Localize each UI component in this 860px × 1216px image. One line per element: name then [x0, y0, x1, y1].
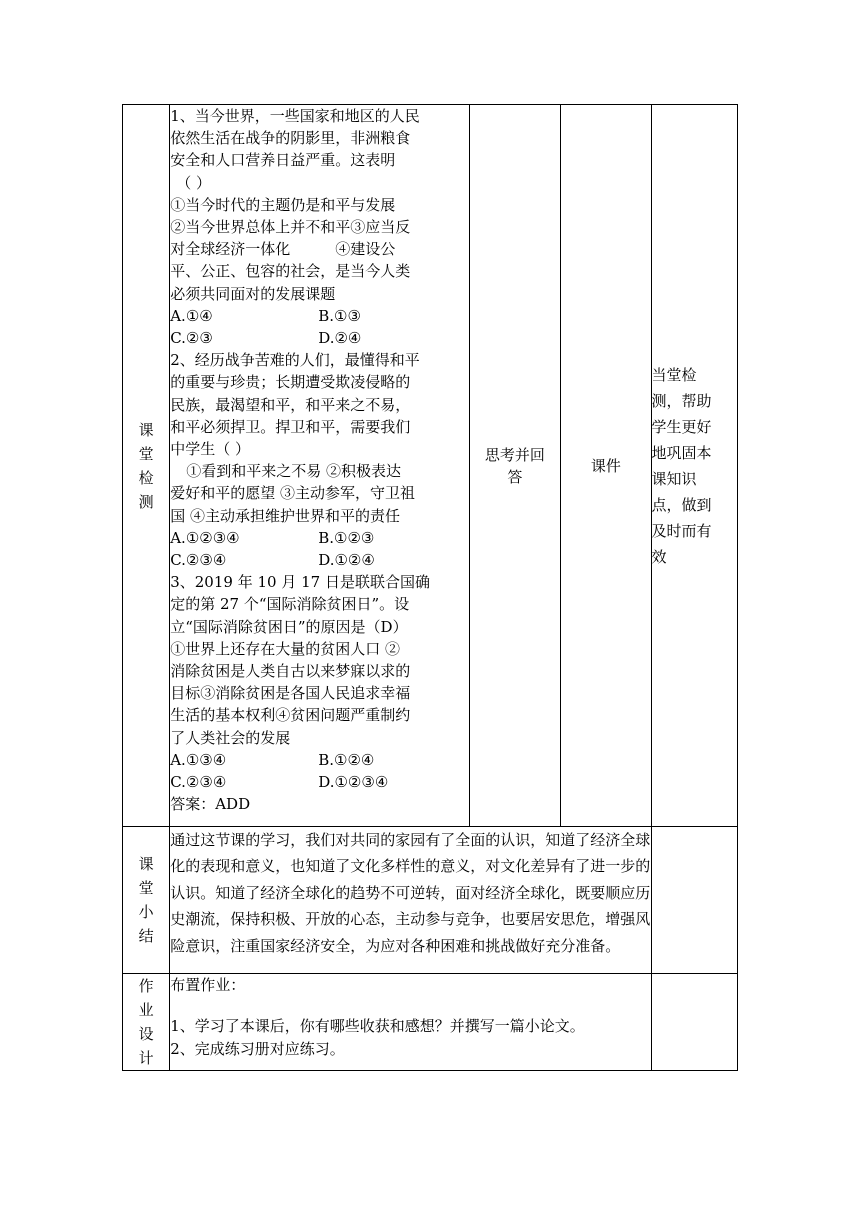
homework-empty-cell — [651, 974, 737, 1071]
text-line: （ ） — [176, 173, 211, 192]
label-char: 计 — [138, 1049, 154, 1067]
label-char: 业 — [138, 1001, 154, 1019]
design-intent-cell — [651, 105, 737, 827]
q3-options-row — [170, 771, 468, 793]
option: B.①②④ — [318, 750, 375, 769]
text-line: ①看到和平来之不易 ②积极表达 — [186, 462, 401, 481]
text-line: 学生更好 — [651, 417, 712, 436]
q2-options-row — [170, 527, 468, 549]
option: A.①②③④ — [170, 528, 240, 547]
text-line: 消除贫困是人类自古以来梦寐以求的 — [170, 662, 411, 681]
text-line: 爱好和平的愿望 ③主动参军，守卫祖 — [170, 484, 415, 503]
option: C.②③④ — [170, 551, 227, 570]
text-line: 课知识 — [651, 469, 697, 488]
label-char: 堂 — [138, 444, 154, 463]
text-line: ①世界上还存在大量的贫困人口 ② — [170, 639, 400, 658]
test-questions-cell — [170, 105, 469, 827]
q2-options-row — [170, 549, 468, 571]
text-line: 了人类社会的发展 — [170, 728, 291, 747]
q1-options-row — [170, 305, 468, 327]
text-line: 生活的基本权利④贫困问题严重制约 — [170, 706, 411, 725]
row-label-classroom-test — [123, 105, 170, 827]
q3-options-row — [170, 749, 468, 771]
text-line: 答 — [507, 467, 523, 486]
text-line: 效 — [651, 547, 667, 566]
q1-options-row — [170, 327, 468, 349]
homework-intro: 布置作业： — [170, 976, 246, 994]
option: B.①③ — [318, 306, 361, 325]
label-char: 作 — [138, 977, 154, 995]
text-line: 安全和人口营养日益严重。这表明 — [170, 151, 396, 170]
label-char: 测 — [138, 492, 154, 511]
text-line: 测，帮助 — [651, 391, 712, 410]
text-line: 1、当今世界，一些国家和地区的人民 — [170, 107, 420, 125]
lesson-plan-table — [122, 104, 738, 1071]
option: C.②③④ — [170, 773, 227, 792]
summary-text-cell — [170, 827, 651, 974]
row-label-homework-design — [123, 974, 170, 1071]
homework-item: 2、完成练习册对应练习。 — [170, 1039, 345, 1058]
option: C.②③ — [170, 329, 213, 348]
row-homework-design — [123, 974, 738, 1071]
text-line: 立“国际消除贫困日”的原因是（D） — [170, 617, 408, 636]
option: D.②④ — [318, 329, 362, 348]
text-line: 平、公正、包容的社会，是当今人类 — [170, 262, 411, 281]
label-char: 检 — [138, 468, 154, 487]
row-label-classroom-summary — [123, 827, 170, 974]
text-line: 思考并回 — [484, 445, 545, 464]
text-line: 课件 — [590, 456, 621, 475]
homework-text-cell — [170, 974, 651, 1071]
label-char: 小 — [138, 903, 154, 921]
label-char: 课 — [138, 855, 154, 873]
text-line: 国 ④主动承担维护世界和平的责任 — [170, 506, 400, 525]
text-line: ②当今世界总体上并不和平③应当反 — [170, 218, 411, 237]
text-line: 2、经历战争苦难的人们，最懂得和平 — [170, 351, 420, 370]
text-line: 3、2019 年 10 月 17 日是联联合国确 — [170, 573, 430, 592]
media-cell — [561, 105, 651, 827]
label-char: 堂 — [138, 879, 154, 897]
option: A.①③④ — [170, 750, 227, 769]
option: A.①④ — [170, 306, 213, 325]
summary-empty-cell — [651, 827, 737, 974]
text-line: 依然生活在战争的阴影里，非洲粮食 — [170, 129, 411, 148]
label-char: 设 — [138, 1025, 154, 1043]
text-line: 中学生（ ） — [170, 440, 250, 459]
text-line: 目标③消除贫困是各国人民追求幸福 — [170, 684, 411, 703]
answer-line: 答案：ADD — [170, 795, 251, 814]
text-line: 的重要与珍贵；长期遭受欺凌侵略的 — [170, 373, 411, 392]
text-line: 和平必须捍卫。捍卫和平，需要我们 — [170, 417, 411, 436]
text-line: 民族，最渴望和平，和平来之不易， — [170, 395, 411, 414]
text-line: 及时而有 — [651, 521, 712, 540]
text-line: 定的第 27 个“国际消除贫困日”。设 — [170, 595, 410, 614]
summary-text: 通过这节课的学习，我们对共同的家园有了全面的认识，知道了经济全球化的表现和意义，也知道了文化多样性的意义，对文化差异有了进一步的认识。知道了经济全球化的趋势不可逆转，面对经济全球化，既要顺应历史潮流，保持积极、开放的心态，主动参与竞争，也要居安思危，增强风险意识，注重国家经济安全，为应对各种困难和挑战做好充分准备。 — [170, 831, 651, 955]
homework-item: 1、学习了本课后，你有哪些收获和感想？并撰写一篇小论文。 — [170, 1017, 585, 1036]
text-line: 必须共同面对的发展课题 — [170, 284, 336, 303]
option: D.①②④ — [318, 551, 375, 570]
row-classroom-summary — [123, 827, 738, 974]
text-line: 对全球经济一体化 ④建设公 — [170, 240, 396, 259]
option: B.①②③ — [318, 528, 375, 547]
text-line: 当堂检 — [651, 365, 697, 384]
text-line: 地巩固本 — [651, 443, 712, 462]
option: D.①②③④ — [318, 773, 389, 792]
text-line: ①当今时代的主题仍是和平与发展 — [170, 195, 396, 214]
student-activity-cell — [469, 105, 560, 827]
text-line: 点，做到 — [651, 495, 712, 514]
label-char: 结 — [138, 927, 154, 945]
label-char: 课 — [138, 420, 154, 439]
spacer — [170, 996, 650, 1015]
row-classroom-test — [123, 105, 738, 827]
